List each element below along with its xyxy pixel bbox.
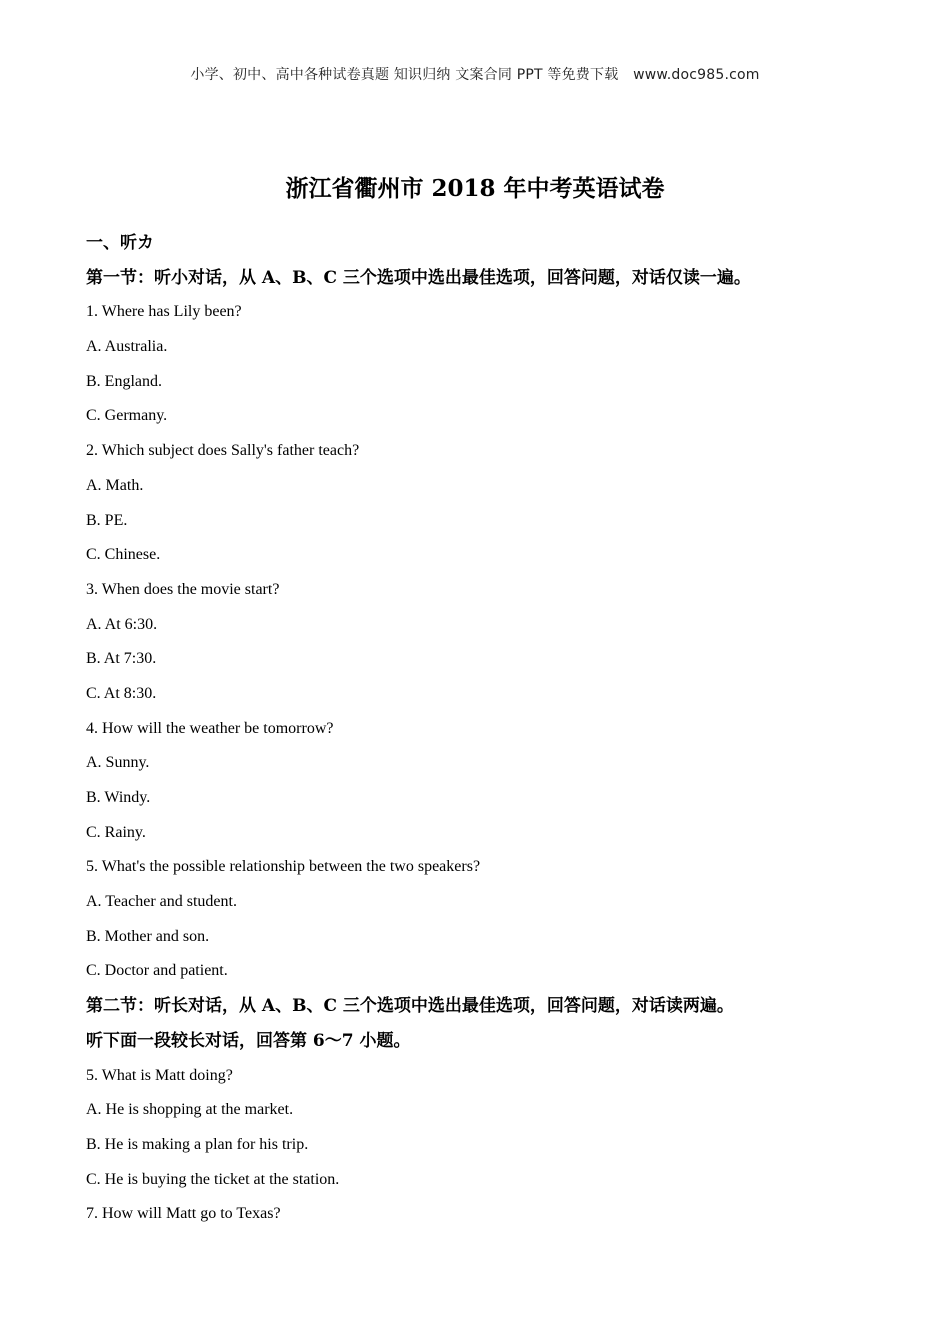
part2-subinstructions: 听下面一段较长对话，回答第 6～7 小题。 — [86, 1030, 411, 1051]
header-text: 小学、初中、高中各种试卷真题 知识归纳 文案合同 PPT 等免费下载 — [190, 67, 619, 83]
question-5-option-c: C. Doctor and patient. — [86, 962, 228, 980]
question-2-option-a: A. Math. — [86, 476, 144, 494]
question-3-option-b: B. At 7:30. — [86, 650, 157, 668]
question-4: 4. How will the weather be tomorrow? — [86, 719, 334, 737]
question-4-option-c: C. Rainy. — [86, 823, 146, 841]
question-3-option-a: A. At 6:30. — [86, 615, 158, 633]
header-url[interactable]: www.doc985.com — [633, 67, 760, 83]
part2-instructions: 第二节：听长对话，从 A、B、C 三个选项中选出最佳选项，回答问题，对话读两遍。 — [86, 996, 734, 1017]
exam-content — [86, 226, 886, 1232]
page-header — [0, 64, 950, 84]
document-title: 浙江省衢州市 2018 年中考英语试卷 — [285, 175, 665, 202]
question-2: 2. Which subject does Sally's father teach? — [86, 442, 360, 460]
question-4-option-b: B. Windy. — [86, 789, 151, 806]
question-5-option-b: B. Mother and son. — [86, 927, 210, 945]
question-1: 1. Where has Lily been? — [86, 303, 242, 321]
question-6-option-c: C. He is buying the ticket at the station. — [86, 1170, 340, 1188]
part1-instructions: 第一节：听小对话，从 A、B、C 三个选项中选出最佳选项，回答问题，对话仅读一遍。 — [86, 267, 751, 288]
question-3-option-c: C. At 8:30. — [86, 684, 157, 702]
question-1-option-a: A. Australia. — [86, 338, 168, 356]
section-heading-listening: 一、听カ — [86, 233, 154, 253]
question-5-option-a: A. Teacher and student. — [86, 893, 237, 911]
question-6: 5. What is Matt doing? — [86, 1066, 233, 1084]
question-1-option-c: C. Germany. — [86, 407, 168, 425]
question-3: 3. When does the movie start? — [86, 580, 280, 598]
question-2-option-b: B. PE. — [86, 511, 128, 529]
question-4-option-a: A. Sunny. — [86, 754, 150, 772]
question-1-option-b: B. England. — [86, 372, 162, 390]
question-6-option-b: B. He is making a plan for his trip. — [86, 1135, 309, 1153]
question-2-option-c: C. Chinese. — [86, 546, 161, 564]
question-6-option-a: A. He is shopping at the market. — [86, 1101, 294, 1119]
question-5: 5. What's the possible relationship between the two speakers? — [86, 858, 481, 876]
question-7: 7. How will Matt go to Texas? — [86, 1205, 281, 1223]
